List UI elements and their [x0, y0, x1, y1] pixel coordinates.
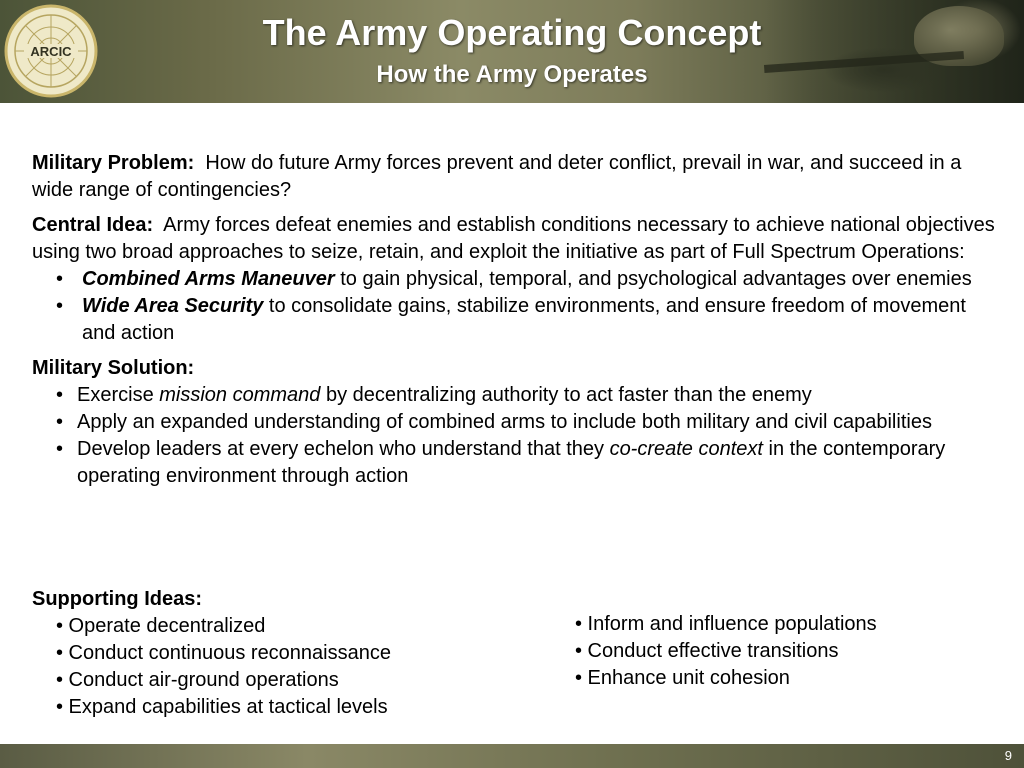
bullet-text: to gain physical, temporal, and psychological advantages over enemies: [334, 268, 972, 290]
list-item: • Enhance unit cohesion: [575, 667, 790, 689]
bullet-emphasis: Wide Area Security: [82, 295, 264, 317]
page-title: The Army Operating Concept: [262, 12, 762, 53]
list-item: • Operate decentralized: [56, 615, 266, 637]
page-subtitle: How the Army Operates: [376, 61, 648, 88]
supporting-ideas: [32, 586, 1000, 718]
bullet: •: [56, 295, 64, 317]
svg-text:ARCIC: ARCIC: [30, 44, 72, 59]
bullet-text: Apply an expanded understanding of combined arms to include both military and civil capabilities: [77, 411, 932, 433]
military-solution: [32, 355, 1000, 490]
supporting-left-column: [56, 613, 391, 721]
military-problem: [32, 150, 1000, 204]
list-item: [32, 409, 1000, 436]
header-banner: [0, 0, 1024, 103]
problem-text: How do future Army forces prevent and deter conflict, prevail in war, and succeed in a wide range of contingencies?: [32, 152, 962, 201]
bullet: •: [56, 384, 64, 406]
bullet-text: to consolidate gains, stabilize environments, and ensure freedom of movement and action: [82, 295, 966, 344]
problem-label: Military Problem:: [32, 152, 195, 174]
solution-bullets: [32, 382, 1000, 490]
solution-label: Military Solution:: [32, 357, 195, 379]
central-bullets: [32, 266, 1000, 347]
list-item: [32, 293, 1000, 347]
bullet-text: Develop leaders at every echelon who understand that they: [77, 438, 610, 460]
bullet-text: by decentralizing authority to act faster than the enemy: [320, 384, 812, 406]
list-item: • Conduct effective transitions: [575, 640, 839, 662]
list-item: [32, 266, 1000, 293]
supporting-label: Supporting Ideas:: [32, 588, 202, 610]
list-item: • Expand capabilities at tactical levels: [56, 696, 388, 718]
bullet: •: [56, 438, 64, 460]
list-item: • Inform and influence populations: [575, 613, 877, 635]
bullet-emphasis: mission command: [159, 384, 321, 406]
footer-bar: [0, 744, 1024, 768]
page-number: 9: [1004, 748, 1012, 763]
bullet-emphasis: co-create context: [609, 438, 763, 460]
bullet: •: [56, 268, 64, 290]
central-text: Army forces defeat enemies and establish conditions necessary to achieve national objectives using two broad approaches to seize, retain, and exploit the initiative as part of Full Spectrum Operations:: [32, 214, 995, 263]
central-label: Central Idea:: [32, 214, 154, 236]
list-item: • Conduct air-ground operations: [56, 669, 339, 691]
main-content: [32, 150, 1000, 498]
bullet-emphasis: Combined Arms Maneuver: [82, 268, 335, 290]
bullet-text: Exercise: [77, 384, 160, 406]
bullet: •: [56, 411, 64, 433]
list-item: [32, 436, 1000, 490]
bullet-text: in the contemporary operating environment through action: [77, 438, 946, 487]
list-item: • Conduct continuous reconnaissance: [56, 642, 391, 664]
supporting-right-column: [575, 611, 877, 692]
central-idea: [32, 212, 1000, 347]
list-item: [32, 382, 1000, 409]
